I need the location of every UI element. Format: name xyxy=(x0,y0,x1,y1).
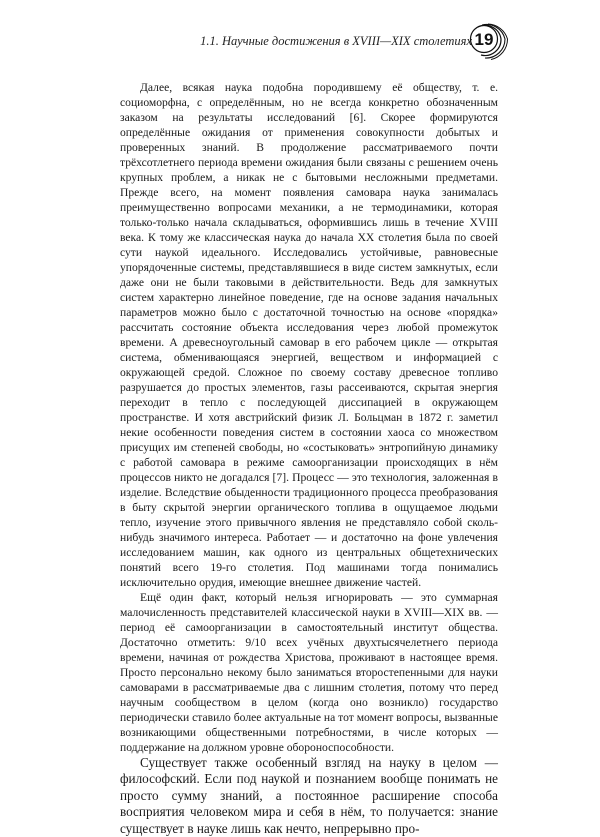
paragraph-1: Далее, всякая наука подобна породившему её обществу, т. е. социоморфна, с определённым, но не всегда конкретно обозначенным заказом на результаты исследований [6]. Скорее формируются определённые ожидания от применения совокупности добытых и проверенных знаний. В продолжение рассматриваемого почти трёхсотлетнего периода времени ожидания были связаны с решением очень крупных проблем, а никак не с бытовыми несложными предметами. Прежде всего, на момент появления самовара наука занималась преимущественно вопросами механики, а не термодинамики, которая только-только начала складываться, оформившись лишь в течение XVIII века. К тому же классическая наука до начала XX столетия была по своей сути наукой идеального. Исследовались устойчивые, равновесные упорядоченные системы, представлявшиеся в виде систем замкнутых, если даже они не были таковыми в действительности. Ведь для замкнутых систем характерно линейное поведение, где на основе задания начальных параметров можно было с достаточной точностью на основе «порядка» рассчитать состояние объекта исследования через любой промежуток времени. А древесноугольный самовар в его рабочем цикле — открытая система, обменивающаяся энергией, веществом и информацией с окружающей средой. Сложное по своему составу древесное топливо разрушается до простых элементов, газы рассеиваются, скрытая энергия переходит в тепло с последующей диссипацией в окружающем пространстве. И хотя австрийский физик Л. Больцман в 1872 г. заметил некие особенности поведения систем в состоянии хаоса со множеством присущих им степеней свободы, но «состыковать» энтропийную динамику с работой самовара в режиме самоорганизации происходящих в нём процессов никто не догадался [7]. Процесс — это технология, заложенная в изделие. Вследствие обыденности традиционного процесса преобразования в быту скрытой энергии органического топлива в ощущаемое людьми тепло, изучение этого привычного явления не представляло собой сколь-нибудь значимого интереса. Работает — и достаточно на фоне увлечения исследованием машин, как одного из центральных общетехнических понятий всего 19-го столетия. Под машинами тогда понимались исключительно орудия, имеющие внешнее движение частей. xyxy=(120,81,498,589)
page-number-badge xyxy=(468,22,508,62)
paragraph-2: Ещё один факт, который нельзя игнорировать — это суммарная малочисленность представителей классической науки в XVIII—XIX вв. — период её самоорганизации в самостоятельный институт общества. Достаточно отметить: 9/10 всех учёных двухтысячелетнего периода времени, начиная от рождества Христова, проживают в настоящее время. Просто персонально некому было заниматься второстепенными для науки самоварами в рассматриваемые два с лишним столетия, потому что перед научным сообществом в целом (когда оно возникло) государство периодически ставило более актуальные на тот момент вопросы, вызванные возникающими общественными потребностями, в числе которых — поддержание на должном уровне обороноспособности. xyxy=(120,591,498,754)
page-number: 19 xyxy=(474,30,494,49)
running-head: 1.1. Научные достижения в XVIII—XIX столетиях xyxy=(200,34,472,48)
body-text xyxy=(120,80,498,837)
paragraph-3: Существует также особенный взгляд на науку в целом — философский. Если под наукой и познанием вообще понимать не просто сумму знаний, а постоянное расширение способа восприятия человеком мира и себя в нём, то получается: знание существует в науке лишь как нечто, непрерывно про- xyxy=(120,755,498,836)
